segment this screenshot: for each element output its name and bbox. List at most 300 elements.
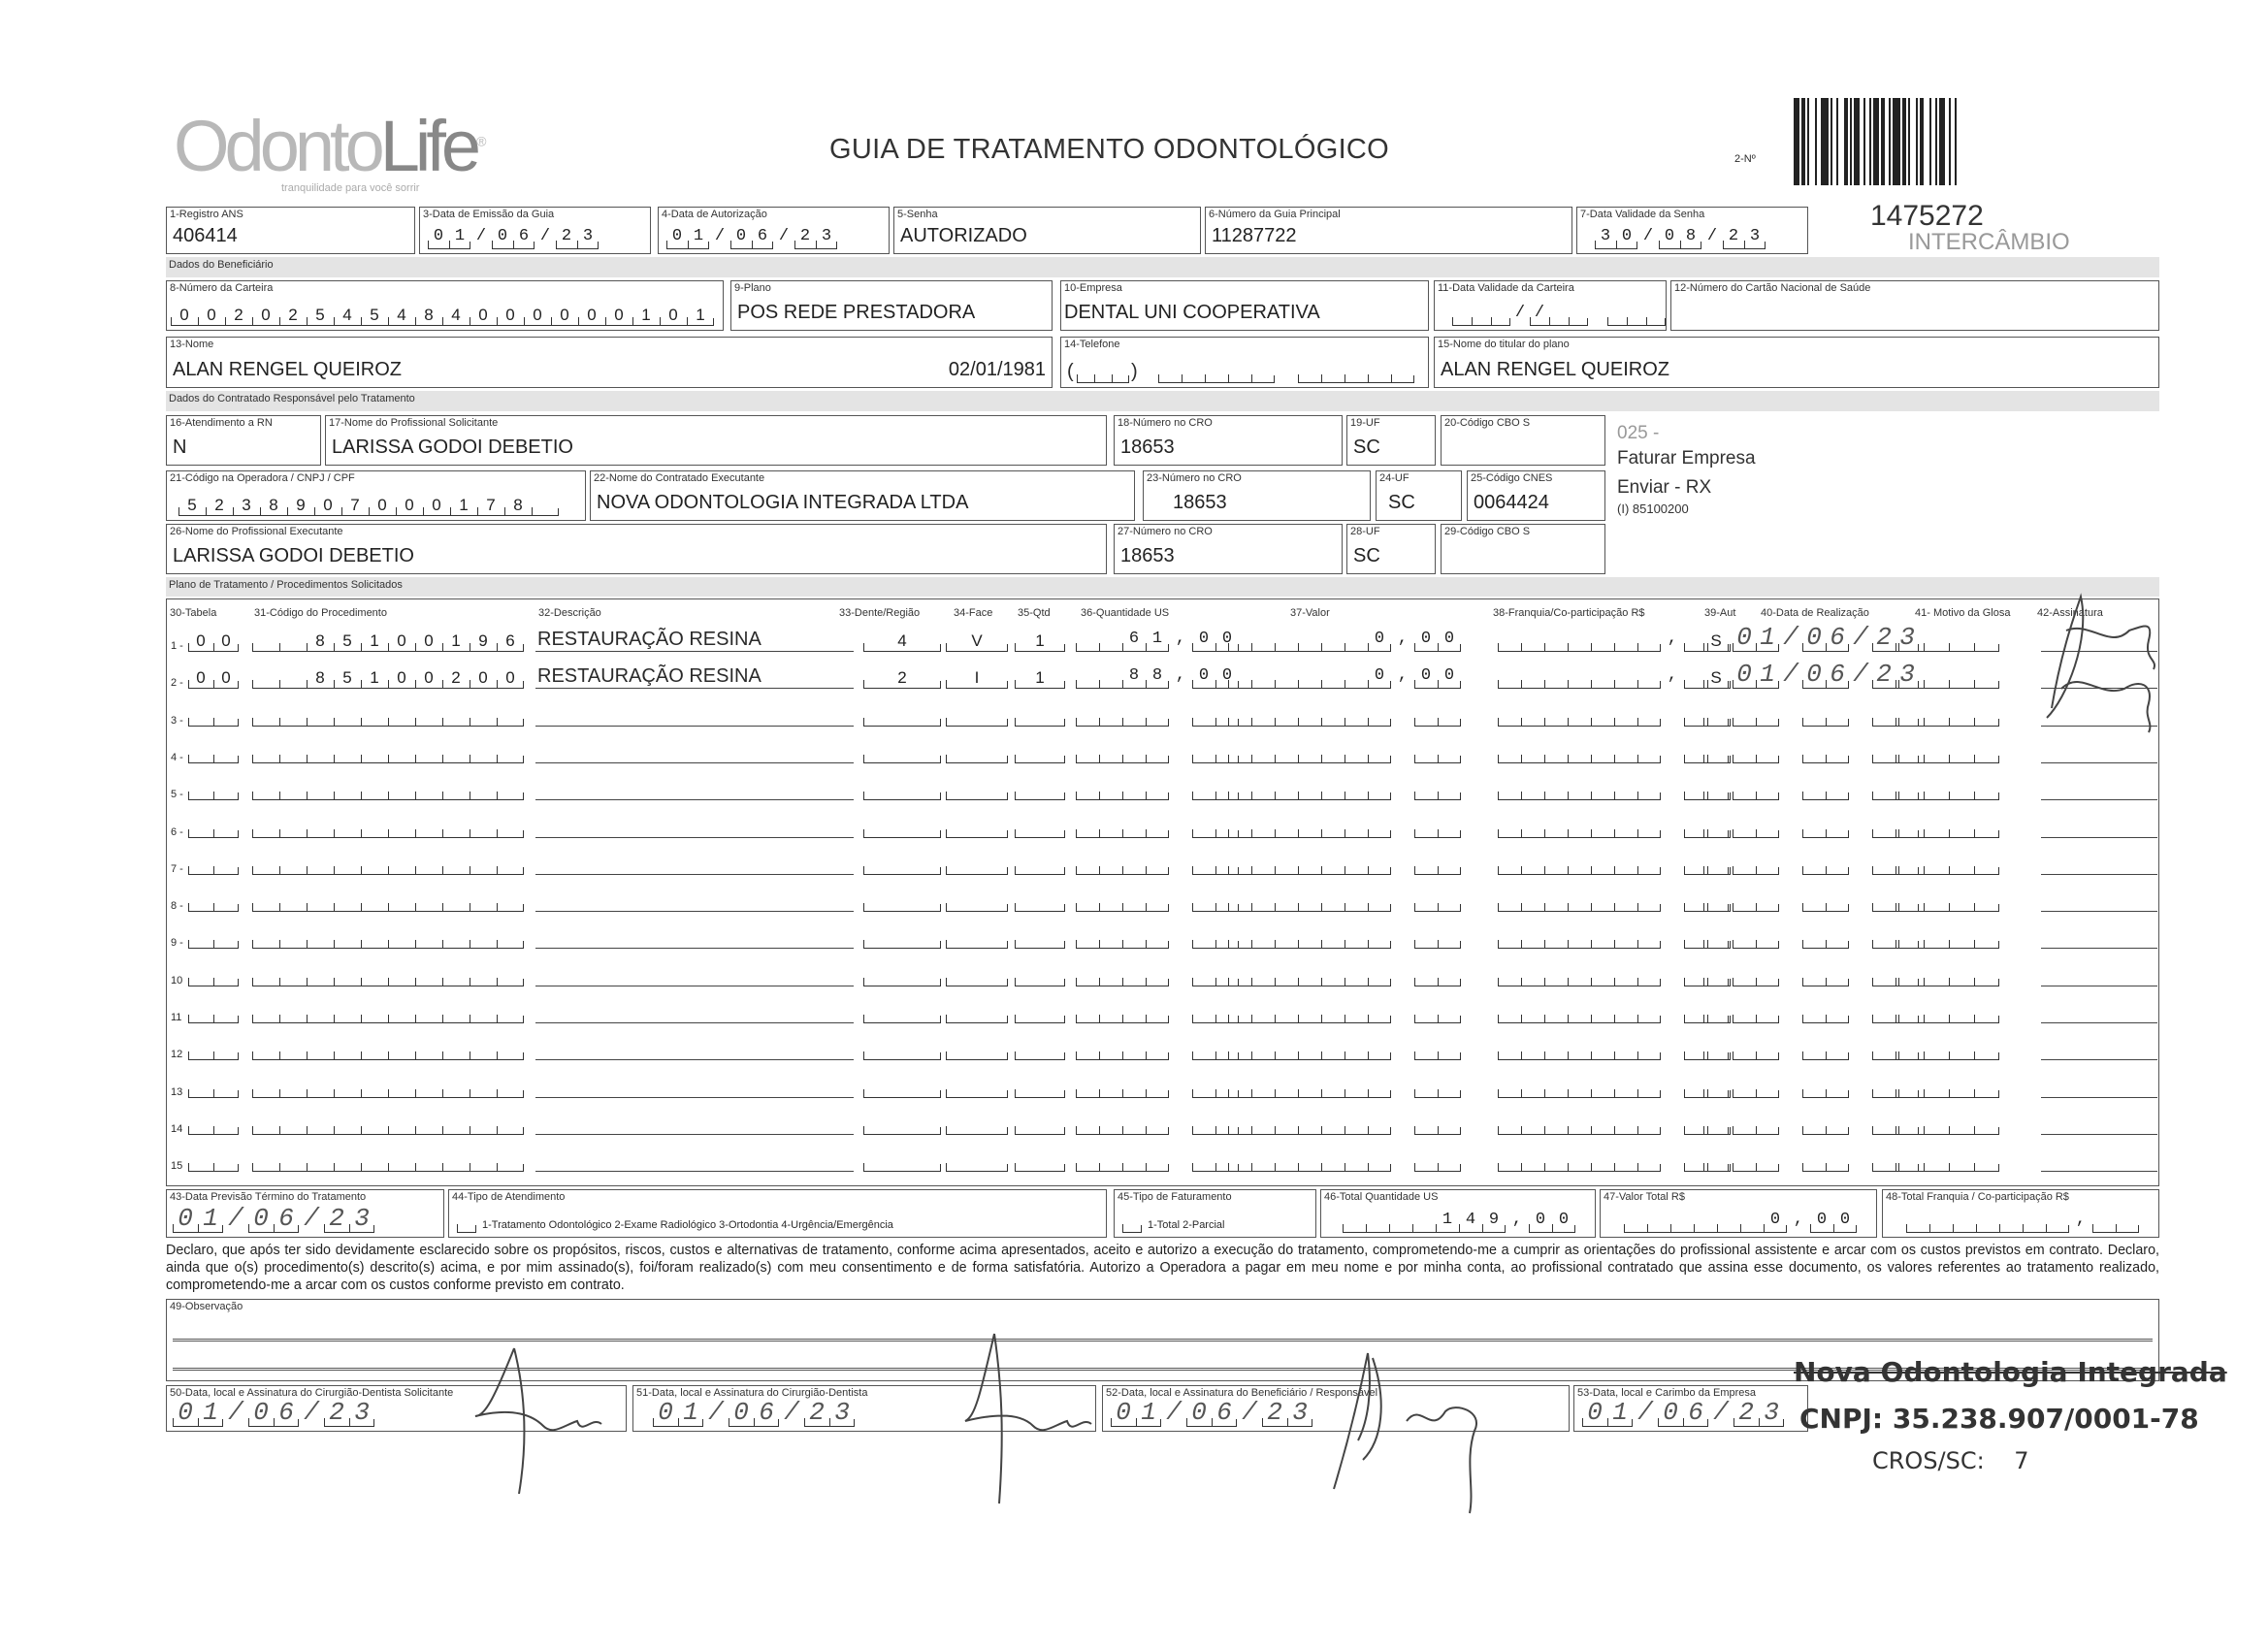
data-realizacao-comb[interactable] xyxy=(1733,1077,1919,1098)
comb-group xyxy=(1015,705,1065,727)
descricao-field[interactable] xyxy=(535,925,854,949)
descricao-field[interactable] xyxy=(535,1148,854,1172)
procedure-row[interactable] xyxy=(167,883,2158,916)
data-realizacao-comb[interactable] xyxy=(1733,1150,1919,1172)
aut-field[interactable] xyxy=(1703,1039,1729,1060)
face-field[interactable] xyxy=(946,817,1008,838)
digit-cell xyxy=(1275,965,1298,986)
dente-field[interactable] xyxy=(863,1077,941,1098)
field-cnes[interactable] xyxy=(1467,470,1605,521)
data-realizacao-comb[interactable] xyxy=(1733,965,1919,986)
valor-comb[interactable] xyxy=(1228,817,1461,838)
valor-comb[interactable] xyxy=(1228,927,1461,949)
tabela-comb[interactable] xyxy=(188,1002,239,1023)
valor-comb[interactable] xyxy=(1228,965,1461,986)
codigo-comb[interactable] xyxy=(252,854,524,875)
glosa-comb[interactable] xyxy=(1898,630,1999,652)
comb-group xyxy=(863,1150,941,1172)
franquia-comb[interactable] xyxy=(1498,667,1731,689)
digit-cell xyxy=(1298,362,1321,383)
aut-field[interactable] xyxy=(1703,742,1729,763)
aut-field[interactable] xyxy=(1703,890,1729,912)
valor-comb[interactable] xyxy=(1228,705,1461,727)
codigo-comb[interactable] xyxy=(252,890,524,912)
us-comb[interactable] xyxy=(1076,965,1239,986)
field-telefone[interactable] xyxy=(1060,337,1429,388)
dente-field[interactable] xyxy=(863,1002,941,1023)
descricao-field[interactable] xyxy=(535,1000,854,1023)
data-realizacao-comb[interactable] xyxy=(1733,1039,1919,1060)
codigo-comb[interactable] xyxy=(252,1114,524,1135)
glosa-comb[interactable] xyxy=(1898,1039,1999,1060)
glosa-comb[interactable] xyxy=(1898,1150,1999,1172)
field-carimbo-empresa[interactable] xyxy=(1573,1385,1808,1432)
data-realizacao-comb[interactable] xyxy=(1733,623,1924,652)
digit-cell xyxy=(1637,890,1661,912)
digit-cell: 2 xyxy=(279,305,307,326)
face-field[interactable] xyxy=(946,742,1008,763)
data-realizacao-comb[interactable] xyxy=(1733,660,1924,690)
comb-separator xyxy=(1849,1039,1872,1060)
descricao-field[interactable]: RESTAURAÇÃO RESINA xyxy=(535,665,854,689)
qtd-field[interactable] xyxy=(1015,890,1065,912)
face-field[interactable] xyxy=(946,1077,1008,1098)
procedure-row[interactable] xyxy=(167,734,2158,767)
valor-comb[interactable] xyxy=(1228,742,1461,763)
tabela-comb[interactable] xyxy=(188,705,239,727)
face-field[interactable] xyxy=(946,630,1008,652)
dente-field[interactable] xyxy=(863,1039,941,1060)
aut-field[interactable] xyxy=(1703,630,1729,652)
data-realizacao-comb[interactable] xyxy=(1733,705,1919,727)
data-realizacao-comb[interactable] xyxy=(1733,854,1919,875)
qtd-field[interactable] xyxy=(1015,965,1065,986)
valor-comb[interactable] xyxy=(1228,890,1461,912)
field-cartao-nacional-saude[interactable] xyxy=(1670,280,2159,331)
assinatura-line[interactable] xyxy=(2041,1134,2157,1135)
digit-cell xyxy=(1298,890,1321,912)
field-profissional-solicitante[interactable] xyxy=(325,415,1107,466)
valor-comb[interactable] xyxy=(1228,1114,1461,1135)
digit-cell xyxy=(1498,854,1521,875)
face-field[interactable] xyxy=(946,1039,1008,1060)
face-field[interactable] xyxy=(946,1114,1008,1135)
face-field[interactable] xyxy=(946,705,1008,727)
stamp-cro: CROS/SC: 7 xyxy=(1872,1447,2029,1474)
glosa-comb[interactable] xyxy=(1898,667,1999,689)
digit-cell xyxy=(361,779,388,800)
descricao-field[interactable] xyxy=(535,740,854,763)
dente-field[interactable] xyxy=(863,817,941,838)
comb-value: 0,00 xyxy=(1374,630,1468,648)
comb-separator xyxy=(1391,742,1414,763)
digit-cell xyxy=(1544,1114,1568,1135)
assinatura-line[interactable] xyxy=(2041,1022,2157,1023)
aut-field[interactable] xyxy=(1703,1002,1729,1023)
codigo-comb[interactable] xyxy=(252,1077,524,1098)
franquia-comb[interactable] xyxy=(1498,1077,1731,1098)
us-comb[interactable] xyxy=(1076,1150,1239,1172)
digit-cell xyxy=(1703,854,1729,875)
assinatura-line[interactable] xyxy=(2041,762,2157,763)
digit-cell xyxy=(1275,1150,1298,1172)
us-comb[interactable] xyxy=(1076,705,1239,727)
digit-cell xyxy=(334,854,361,875)
descricao-field[interactable] xyxy=(535,777,854,800)
aut-field[interactable] xyxy=(1703,1077,1729,1098)
checkbox-cell[interactable] xyxy=(457,1212,476,1233)
codigo-comb[interactable] xyxy=(252,817,524,838)
descricao-field[interactable] xyxy=(535,889,854,912)
qtd-field[interactable] xyxy=(1015,630,1065,652)
tabela-comb[interactable] xyxy=(188,1039,239,1060)
procedure-row[interactable] xyxy=(167,660,2158,693)
comb-separator xyxy=(1169,1002,1192,1023)
tabela-comb[interactable] xyxy=(188,742,239,763)
qtd-field[interactable] xyxy=(1015,1002,1065,1023)
tabela-comb[interactable] xyxy=(188,890,239,912)
valor-comb[interactable] xyxy=(1228,1077,1461,1098)
dente-field[interactable] xyxy=(863,890,941,912)
field-guia-principal[interactable] xyxy=(1205,207,1572,254)
dente-field[interactable] xyxy=(863,1114,941,1135)
aut-field[interactable] xyxy=(1703,705,1729,727)
tabela-comb[interactable] xyxy=(188,965,239,986)
aut-field[interactable] xyxy=(1703,667,1729,689)
us-comb[interactable] xyxy=(1076,742,1239,763)
tabela-comb[interactable] xyxy=(188,817,239,838)
face-field[interactable] xyxy=(946,927,1008,949)
valor-comb[interactable] xyxy=(1228,1039,1461,1060)
digit-cell: 0 xyxy=(415,630,442,652)
field-atendimento-rn[interactable] xyxy=(166,415,321,466)
digit-cell xyxy=(1703,965,1729,986)
field-cro-profissional[interactable] xyxy=(1114,524,1343,574)
franquia-comb[interactable] xyxy=(1498,1002,1731,1023)
dente-field[interactable] xyxy=(863,927,941,949)
data-realizacao-comb[interactable] xyxy=(1733,817,1919,838)
codigo-comb[interactable] xyxy=(252,705,524,727)
codigo-comb[interactable] xyxy=(252,1150,524,1172)
face-field[interactable] xyxy=(946,854,1008,875)
procedure-row[interactable] xyxy=(167,846,2158,879)
digit-cell xyxy=(1228,890,1251,912)
us-comb[interactable] xyxy=(1076,927,1239,949)
dente-field[interactable] xyxy=(863,667,941,689)
glosa-comb[interactable] xyxy=(1898,779,1999,800)
comb-group xyxy=(188,890,239,912)
face-field[interactable] xyxy=(946,965,1008,986)
qtd-field[interactable] xyxy=(1015,1114,1065,1135)
descricao-field[interactable] xyxy=(535,815,854,838)
franquia-comb[interactable] xyxy=(1498,705,1731,727)
tabela-comb[interactable] xyxy=(188,927,239,949)
assinatura-line[interactable] xyxy=(2041,948,2157,949)
tabela-comb[interactable] xyxy=(188,1077,239,1098)
field-data-emissao[interactable] xyxy=(419,207,651,254)
digit-cell: 5 xyxy=(361,305,388,326)
field-data-autorizacao[interactable] xyxy=(658,207,890,254)
us-comb[interactable] xyxy=(1076,1114,1239,1135)
col-header: 35-Qtd xyxy=(1018,607,1051,619)
valor-comb[interactable] xyxy=(1228,630,1468,652)
digit-cell xyxy=(1251,927,1275,949)
digit-cell xyxy=(1228,1150,1251,1172)
procedure-row[interactable] xyxy=(167,957,2158,990)
glosa-comb[interactable] xyxy=(1898,1077,1999,1098)
digit-cell xyxy=(863,705,941,727)
tabela-comb[interactable] xyxy=(188,779,239,800)
assinatura-line[interactable] xyxy=(2041,1059,2157,1060)
codigo-comb[interactable] xyxy=(252,1039,524,1060)
field-uf-executante[interactable] xyxy=(1376,470,1462,521)
descricao-field[interactable] xyxy=(535,703,854,727)
franquia-comb[interactable] xyxy=(1498,817,1731,838)
procedure-row[interactable] xyxy=(167,809,2158,842)
descricao-field[interactable]: RESTAURAÇÃO RESINA xyxy=(535,629,854,652)
digit-cell xyxy=(1607,305,1627,326)
face-field[interactable] xyxy=(946,667,1008,689)
franquia-comb[interactable] xyxy=(1498,779,1731,800)
franquia-comb[interactable] xyxy=(1498,890,1731,912)
aut-field[interactable] xyxy=(1703,927,1729,949)
qtd-field[interactable] xyxy=(1015,817,1065,838)
assinatura-line[interactable] xyxy=(2041,799,2157,800)
us-comb[interactable] xyxy=(1076,1002,1239,1023)
comb-group xyxy=(1898,1002,1999,1023)
valor-comb[interactable] xyxy=(1228,1002,1461,1023)
glosa-comb[interactable] xyxy=(1898,817,1999,838)
field-numero-carteira[interactable] xyxy=(166,280,724,331)
us-comb[interactable] xyxy=(1076,817,1239,838)
procedure-row[interactable] xyxy=(167,1106,2158,1139)
data-realizacao-comb[interactable] xyxy=(1733,742,1919,763)
qtd-field[interactable] xyxy=(1015,667,1065,689)
date-comb xyxy=(666,227,843,249)
valor-comb[interactable] xyxy=(1228,854,1461,875)
valor-comb[interactable] xyxy=(1228,779,1461,800)
comb-separator xyxy=(1779,1114,1802,1135)
descricao-field[interactable] xyxy=(535,1112,854,1135)
codigo-comb[interactable] xyxy=(252,965,524,986)
face-field[interactable] xyxy=(946,890,1008,912)
us-comb[interactable] xyxy=(1076,854,1239,875)
comb-separator xyxy=(1661,779,1684,800)
glosa-comb[interactable] xyxy=(1898,890,1999,912)
franquia-comb[interactable] xyxy=(1498,1039,1731,1060)
field-tipo-faturamento[interactable] xyxy=(1114,1189,1316,1238)
data-realizacao-comb[interactable] xyxy=(1733,927,1919,949)
aut-field[interactable] xyxy=(1703,817,1729,838)
field-cbo-solicitante[interactable] xyxy=(1441,415,1605,466)
dente-field[interactable] xyxy=(863,630,941,652)
qtd-field[interactable] xyxy=(1015,1077,1065,1098)
field-titular[interactable] xyxy=(1434,337,2159,388)
codigo-comb[interactable] xyxy=(252,927,524,949)
field-empresa[interactable] xyxy=(1060,280,1429,331)
valor-comb[interactable] xyxy=(1228,666,1468,689)
data-realizacao-comb[interactable] xyxy=(1733,1002,1919,1023)
assinatura-line[interactable] xyxy=(2041,1097,2157,1098)
dente-field[interactable] xyxy=(863,965,941,986)
field-total-franquia[interactable] xyxy=(1882,1189,2159,1238)
col-header: 30-Tabela xyxy=(170,607,217,619)
dente-field[interactable] xyxy=(863,854,941,875)
franquia-comb[interactable] xyxy=(1498,965,1731,986)
assinatura-line[interactable] xyxy=(2041,1171,2157,1172)
us-comb[interactable] xyxy=(1076,1039,1239,1060)
field-registro-ans[interactable] xyxy=(166,207,415,254)
procedure-row[interactable] xyxy=(167,771,2158,804)
franquia-comb[interactable] xyxy=(1498,1150,1731,1172)
glosa-comb[interactable] xyxy=(1898,705,1999,727)
field-validade-senha[interactable] xyxy=(1576,207,1808,254)
field-cro-solicitante[interactable] xyxy=(1114,415,1343,466)
assinatura-line[interactable] xyxy=(2041,874,2157,875)
digit-cell xyxy=(1872,1150,1895,1172)
qtd-field[interactable] xyxy=(1015,779,1065,800)
descricao-field[interactable] xyxy=(535,1075,854,1098)
field-uf-solicitante[interactable] xyxy=(1346,415,1436,466)
codigo-comb[interactable] xyxy=(252,742,524,763)
tabela-comb[interactable] xyxy=(188,854,239,875)
field-codigo-operadora[interactable] xyxy=(166,470,586,521)
codigo-comb[interactable] xyxy=(252,1002,524,1023)
descricao-field[interactable] xyxy=(535,1037,854,1060)
qtd-field[interactable] xyxy=(1015,854,1065,875)
dente-field[interactable] xyxy=(863,742,941,763)
digit-cell xyxy=(1099,817,1122,838)
digit-cell xyxy=(213,742,239,763)
franquia-comb[interactable] xyxy=(1498,854,1731,875)
dente-field[interactable] xyxy=(863,705,941,727)
field-cro-executante[interactable] xyxy=(1143,470,1371,521)
signature-procedures xyxy=(2032,592,2178,737)
qtd-field[interactable] xyxy=(1015,742,1065,763)
assinatura-line[interactable] xyxy=(2041,837,2157,838)
face-field[interactable] xyxy=(946,1150,1008,1172)
data-realizacao-comb[interactable] xyxy=(1733,1114,1919,1135)
glosa-comb[interactable] xyxy=(1898,854,1999,875)
tabela-comb[interactable] xyxy=(188,1114,239,1135)
us-comb[interactable] xyxy=(1076,779,1239,800)
digit-cell xyxy=(1146,817,1169,838)
assinatura-line[interactable] xyxy=(2041,911,2157,912)
comb-group xyxy=(1898,890,1999,912)
digit-cell xyxy=(1251,779,1275,800)
digit-cell xyxy=(1228,1002,1251,1023)
procedure-row[interactable] xyxy=(167,1069,2158,1102)
tabela-comb[interactable] xyxy=(188,1150,239,1172)
digit-cell xyxy=(1251,1002,1275,1023)
field-contratado-executante[interactable] xyxy=(590,470,1135,521)
franquia-comb[interactable] xyxy=(1498,630,1731,652)
field-senha[interactable] xyxy=(893,207,1201,254)
dente-field[interactable] xyxy=(863,1150,941,1172)
descricao-field[interactable] xyxy=(535,963,854,986)
face-field[interactable] xyxy=(946,779,1008,800)
us-comb[interactable] xyxy=(1076,890,1239,912)
field-total-us[interactable] xyxy=(1320,1189,1596,1238)
digit-cell xyxy=(1298,1150,1321,1172)
aut-field[interactable] xyxy=(1703,1150,1729,1172)
valor-comb[interactable] xyxy=(1228,1150,1461,1172)
digit-cell xyxy=(1898,854,1924,875)
field-plano[interactable] xyxy=(730,280,1053,331)
field-data-previsao[interactable] xyxy=(166,1189,444,1238)
procedure-row[interactable] xyxy=(167,697,2158,730)
franquia-comb[interactable] xyxy=(1498,742,1731,763)
face-field[interactable] xyxy=(946,1002,1008,1023)
aut-field[interactable] xyxy=(1703,854,1729,875)
digit-cell xyxy=(1414,890,1438,912)
us-comb[interactable] xyxy=(1076,666,1246,689)
field-uf-profissional[interactable] xyxy=(1346,524,1436,574)
glosa-comb[interactable] xyxy=(1898,927,1999,949)
data-realizacao-comb[interactable] xyxy=(1733,779,1919,800)
field-nome[interactable] xyxy=(166,337,1053,388)
procedure-row[interactable] xyxy=(167,1143,2158,1176)
comb-group xyxy=(1228,965,1391,986)
digit-cell: 0 xyxy=(314,495,341,516)
dente-field[interactable] xyxy=(863,779,941,800)
field-cbo-profissional[interactable] xyxy=(1441,524,1605,574)
comb-separator xyxy=(1391,705,1414,727)
glosa-comb[interactable] xyxy=(1898,1114,1999,1135)
comb-group xyxy=(1076,705,1169,727)
field-valor-total[interactable] xyxy=(1600,1189,1877,1238)
tabela-comb[interactable] xyxy=(188,630,239,652)
digit-cell xyxy=(1703,1077,1729,1098)
digit-cell xyxy=(1414,705,1438,727)
qtd-field[interactable] xyxy=(1015,705,1065,727)
digit-cell xyxy=(1414,779,1438,800)
procedure-row[interactable] xyxy=(167,920,2158,953)
aut-field[interactable] xyxy=(1703,1114,1729,1135)
procedure-row[interactable] xyxy=(167,1031,2158,1064)
glosa-comb[interactable] xyxy=(1898,742,1999,763)
digit-cell xyxy=(1826,1039,1849,1060)
digit-cell xyxy=(1076,1002,1099,1023)
us-comb[interactable] xyxy=(1076,630,1246,652)
field-tipo-atendimento[interactable] xyxy=(448,1189,1107,1238)
franquia-comb[interactable] xyxy=(1498,927,1731,949)
us-comb[interactable] xyxy=(1076,1077,1239,1098)
qtd-field[interactable] xyxy=(1015,1039,1065,1060)
field-profissional-executante[interactable] xyxy=(166,524,1107,574)
digit-cell: 0 xyxy=(171,305,198,326)
procedure-row[interactable] xyxy=(167,623,2158,656)
glosa-comb[interactable] xyxy=(1898,1002,1999,1023)
qtd-field[interactable] xyxy=(1015,927,1065,949)
codigo-comb[interactable] xyxy=(252,630,524,652)
codigo-comb[interactable] xyxy=(252,779,524,800)
field-value: NOVA ODONTOLOGIA INTEGRADA LTDA xyxy=(597,492,969,513)
procedure-row[interactable] xyxy=(167,994,2158,1027)
qtd-field[interactable] xyxy=(1015,1150,1065,1172)
codigo-comb[interactable] xyxy=(252,667,524,689)
field-validade-carteira[interactable] xyxy=(1434,280,1667,331)
aut-field[interactable] xyxy=(1703,965,1729,986)
aut-field[interactable] xyxy=(1703,779,1729,800)
franquia-comb[interactable] xyxy=(1498,1114,1731,1135)
data-realizacao-comb[interactable] xyxy=(1733,890,1919,912)
checkbox-cell[interactable] xyxy=(1122,1212,1142,1233)
tabela-comb[interactable] xyxy=(188,667,239,689)
glosa-comb[interactable] xyxy=(1898,965,1999,986)
descricao-field[interactable] xyxy=(535,852,854,875)
digit-cell xyxy=(213,705,239,727)
